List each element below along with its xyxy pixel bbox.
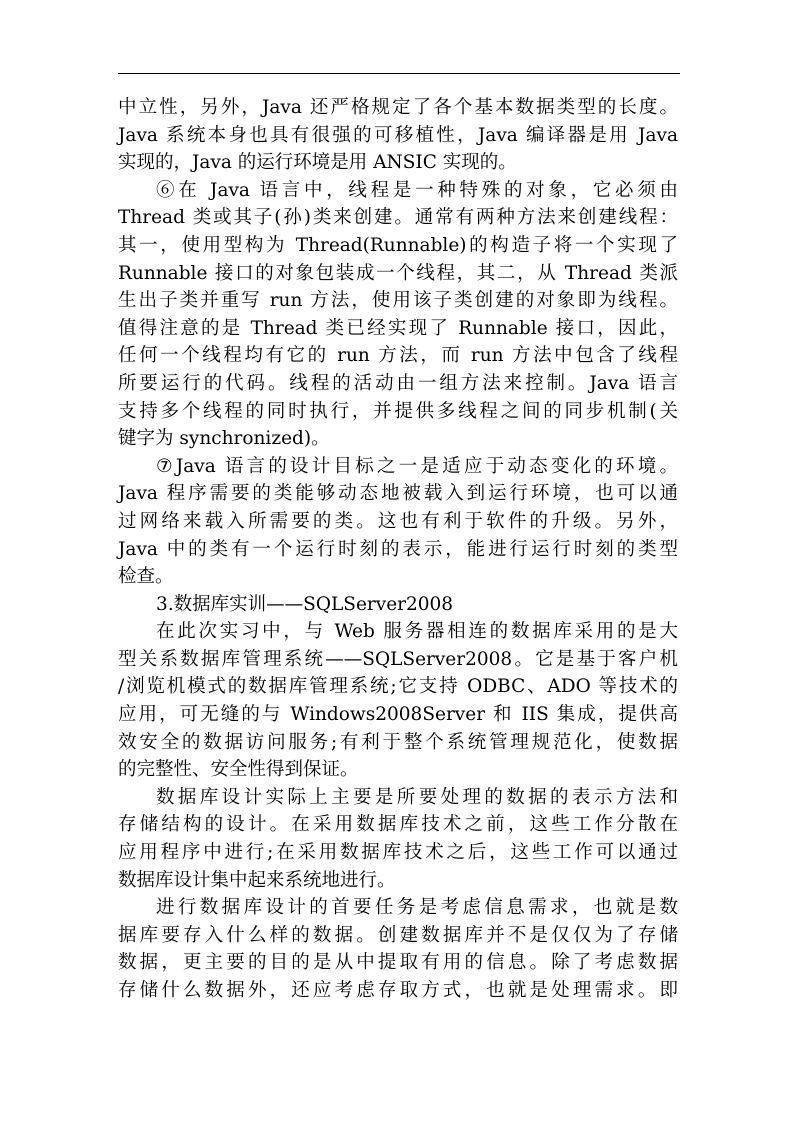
text-line: 存储什么数据外，还应考虑存取方式，也就是处理需求。即: [118, 980, 678, 1001]
text-line: 值得注意的是 Thread 类已经实现了 Runnable 接口，因此，: [118, 317, 678, 339]
text-line: ⑥在 Java 语言中，线程是一种特殊的对象，它必须由: [156, 179, 678, 201]
text-line: 其一，使用型构为 Thread(Runnable)的构造子将一个实现了: [118, 234, 678, 256]
section-heading: 3.数据库实训——SQLServer2008: [156, 593, 454, 615]
text-line: 效安全的数据访问服务;有利于整个系统管理规范化，使数据: [118, 731, 678, 753]
text-line: 应用，可无缝的与 Windows2008Server 和 IIS 集成，提供高: [118, 704, 678, 726]
page-body-text: [118, 94, 678, 1005]
text-line: 数据，更主要的目的是从中提取有用的信息。除了考虑数据: [118, 952, 678, 974]
text-line: Runnable 接口的对象包装成一个线程，其二，从 Thread 类派: [118, 262, 678, 284]
text-line: 检查。: [118, 566, 174, 588]
text-line: 键字为 synchronized)。: [118, 428, 330, 450]
text-line: 数据库设计集中起来系统地进行。: [118, 869, 396, 891]
header-rule: [118, 73, 680, 74]
text-line: 支持多个线程的同时执行，并提供多线程之间的同步机制(关: [118, 400, 678, 422]
text-line: 应用程序中进行;在采用数据库技术之后，这些工作可以通过: [118, 842, 678, 864]
text-line: 实现的，Java 的运行环境是用 ANSIC 实现的。: [118, 152, 517, 174]
text-line: Java 程序需要的类能够动态地被载入到运行环境，也可以通: [118, 483, 678, 505]
text-line: 存储结构的设计。在采用数据库技术之前，这些工作分散在: [118, 814, 678, 836]
text-line: Thread 类或其子(孙)类来创建。通常有两种方法来创建线程：: [118, 207, 678, 229]
text-line: 数据库设计实际上主要是所要处理的数据的表示方法和: [156, 786, 678, 808]
text-line: 进行数据库设计的首要任务是考虑信息需求，也就是数: [156, 897, 678, 919]
text-line: Java 中的类有一个运行时刻的表示，能进行运行时刻的类型: [118, 538, 678, 560]
text-line: ⑦Java 语言的设计目标之一是适应于动态变化的环境。: [156, 455, 678, 477]
text-line: Java 系统本身也具有很强的可移植性，Java 编译器是用 Java: [118, 124, 678, 146]
text-line: 的完整性、安全性得到保证。: [118, 759, 359, 781]
text-line: 中立性，另外，Java 还严格规定了各个基本数据类型的长度。: [118, 97, 678, 118]
text-line: 在此次实习中，与 Web 服务器相连的数据库采用的是大: [156, 621, 678, 643]
text-line: 任何一个线程均有它的 run 方法，而 run 方法中包含了线程: [118, 345, 678, 367]
text-line: 过网络来载入所需要的类。这也有利于软件的升级。另外，: [118, 510, 678, 532]
text-line: 所要运行的代码。线程的活动由一组方法来控制。Java 语言: [118, 372, 678, 394]
text-line: 据库要存入什么样的数据。创建数据库并不是仅仅为了存储: [118, 924, 678, 946]
text-line: 型关系数据库管理系统——SQLServer2008。它是基于客户机: [118, 648, 678, 670]
text-line: 生出子类并重写 run 方法，使用该子类创建的对象即为线程。: [118, 290, 678, 312]
text-line: /浏览机模式的数据库管理系统;它支持 ODBC、ADO 等技术的: [118, 676, 678, 698]
